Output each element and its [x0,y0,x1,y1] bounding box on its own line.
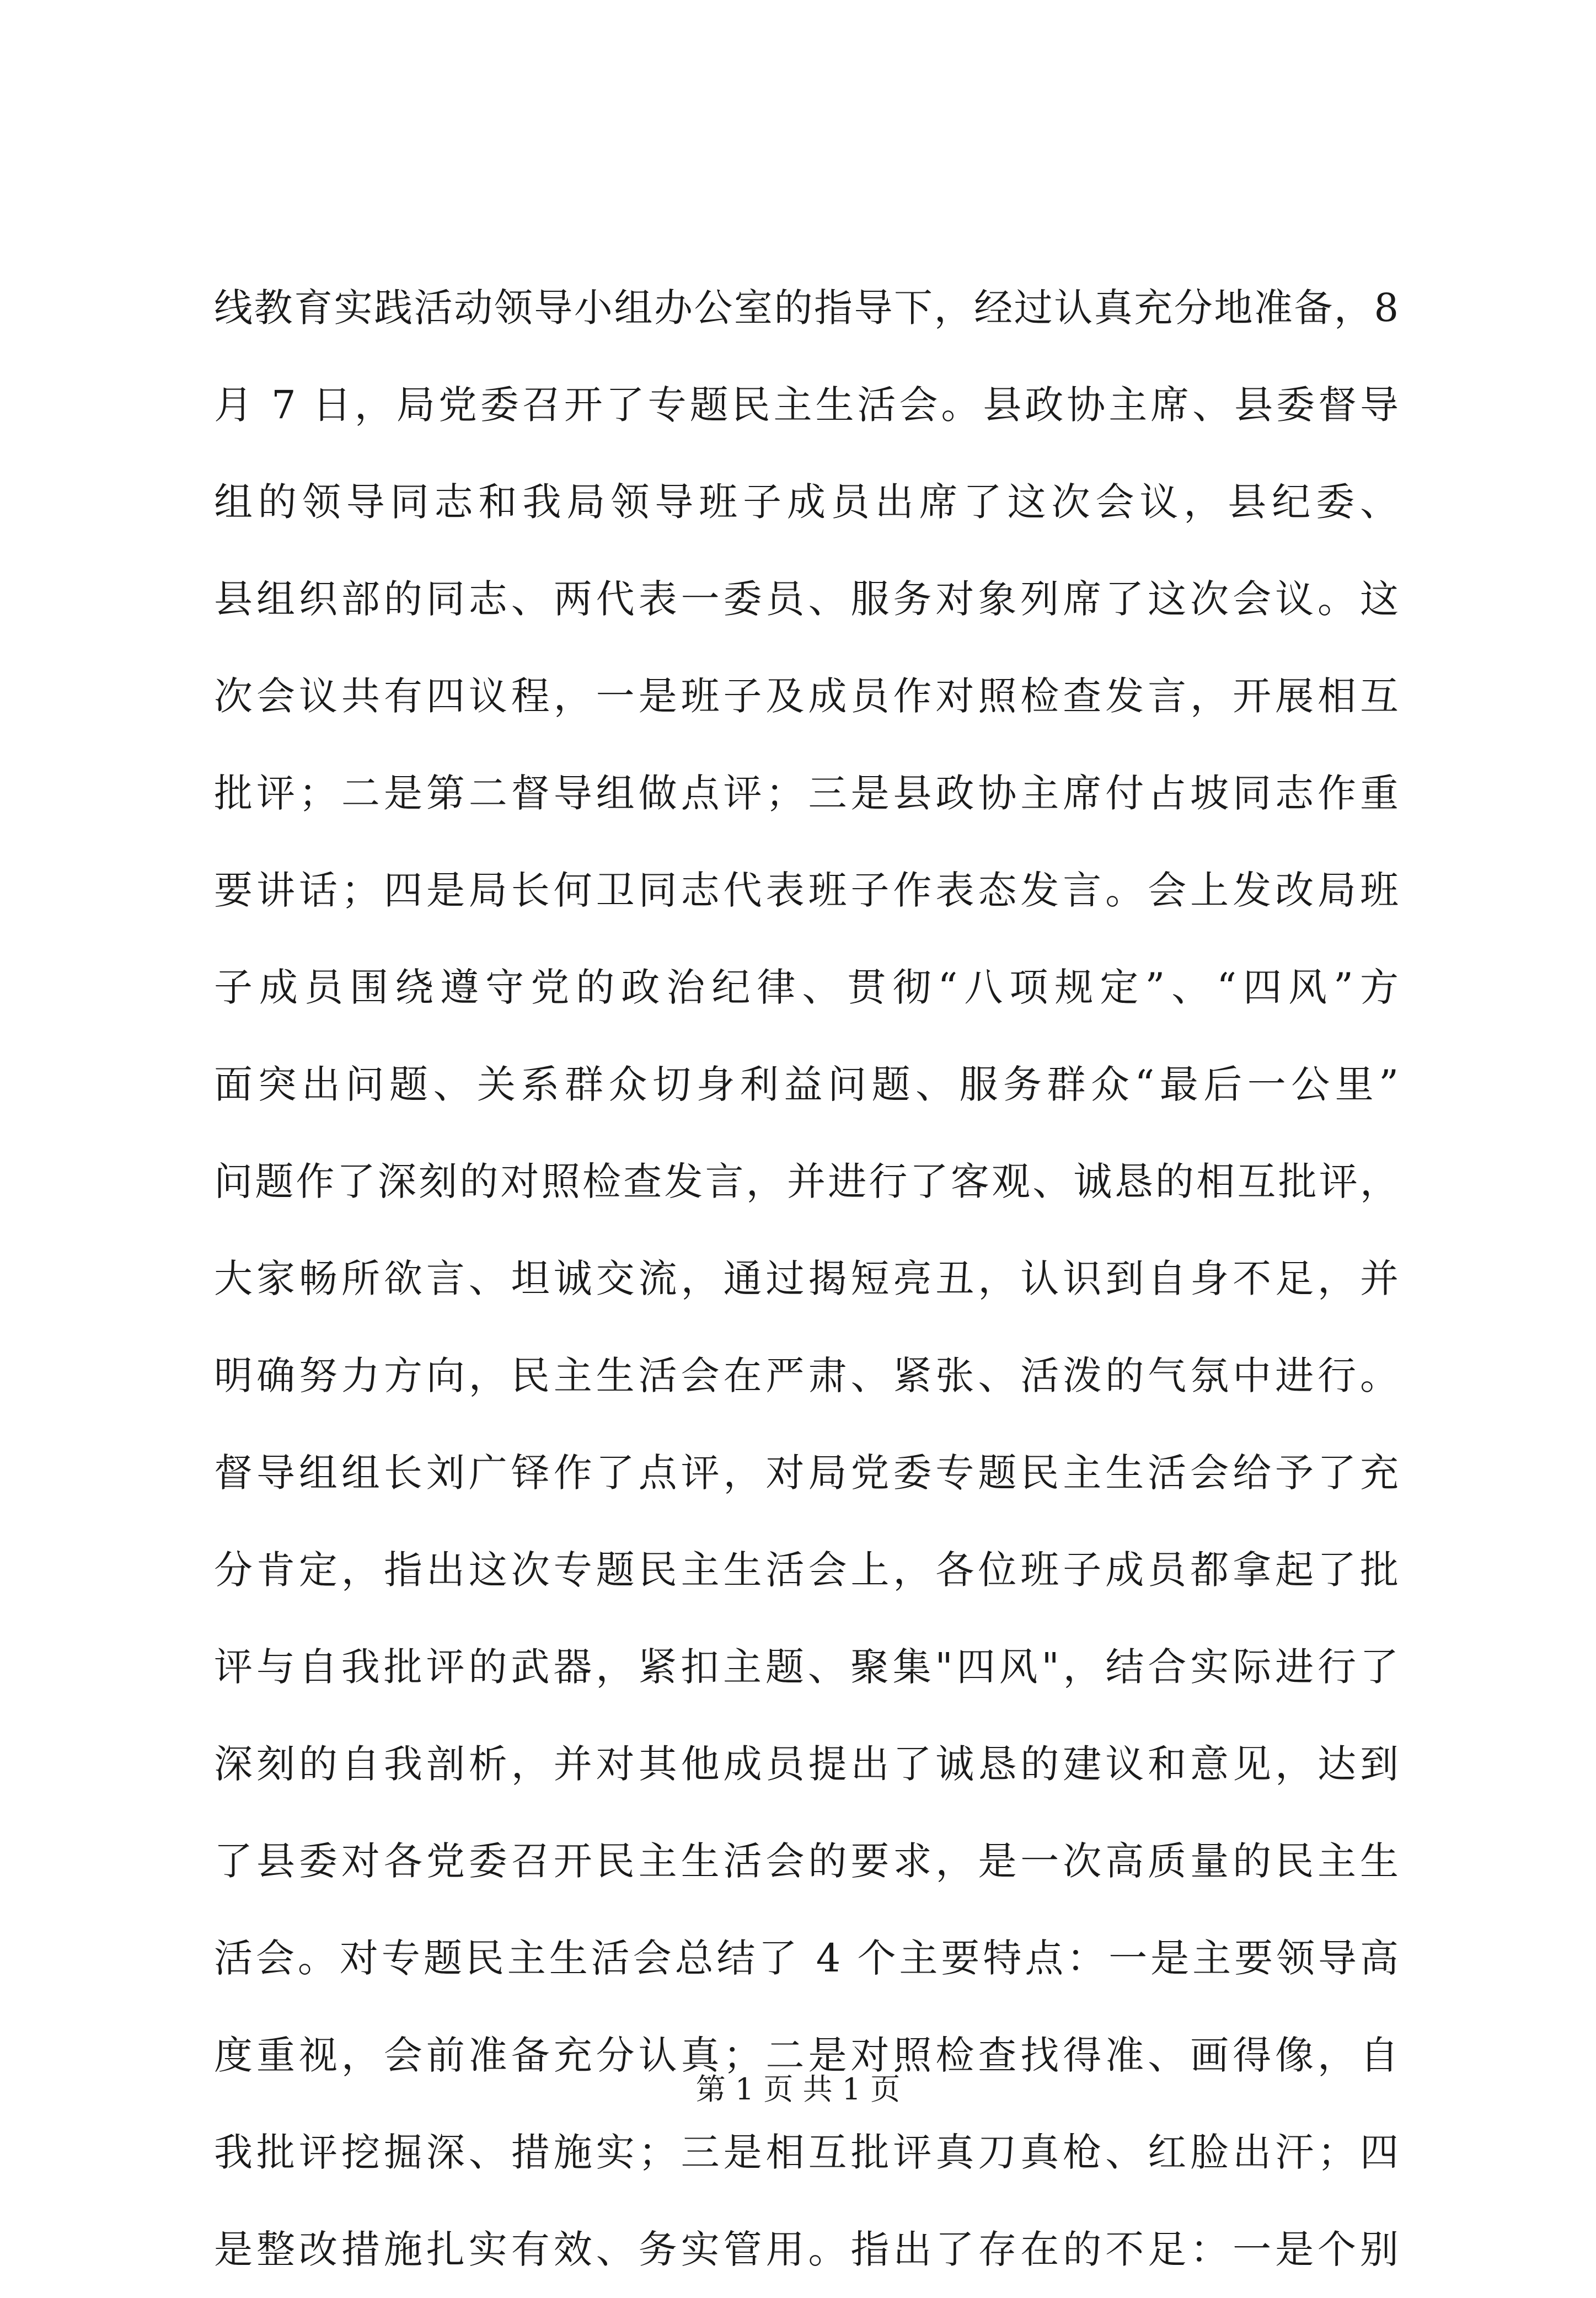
body-paragraph [214,259,1400,2298]
text-line: 了县委对各党委召开民主生活会的要求，是一次高质量的民主生 [214,1839,1400,1884]
text-line: 面突出问题、关系群众切身利益问题、服务群众“最后一公里” [214,1062,1400,1107]
text-line: 组的领导同志和我局领导班子成员出席了这次会议，县纪委、 [214,479,1400,525]
text-line: 要讲话；四是局长何卫同志代表班子作表态发言。会上发改局班 [214,868,1400,913]
page-footer: 第 1 页 共 1 页 [695,2072,901,2107]
text-line: 问题作了深刻的对照检查发言，并进行了客观、诚恳的相互批评， [214,1159,1400,1204]
text-line: 我批评挖掘深、措施实；三是相互批评真刀真枪、红脸出汗；四 [214,2130,1400,2175]
text-line: 活会。对专题民主生活会总结了 4 个主要特点：一是主要领导高 [214,1936,1400,1981]
text-line: 分肯定，指出这次专题民主生活会上，各位班子成员都拿起了批 [214,1547,1400,1592]
text-line: 县组织部的同志、两代表一委员、服务对象列席了这次会议。这 [214,576,1400,622]
text-line: 评与自我批评的武器，紧扣主题、聚集"四风"，结合实际进行了 [214,1644,1400,1690]
text-line: 督导组组长刘广铎作了点评，对局党委专题民主生活会给予了充 [214,1450,1400,1495]
text-line: 深刻的自我剖析，并对其他成员提出了诚恳的建议和意见，达到 [214,1741,1400,1787]
text-line: 批评；二是第二督导组做点评；三是县政协主席付占坡同志作重 [214,771,1400,816]
text-line: 月 7 日，局党委召开了专题民主生活会。县政协主席、县委督导 [214,382,1400,427]
text-line: 是整改措施扎实有效、务实管用。指出了存在的不足：一是个别 [214,2227,1400,2272]
text-line: 大家畅所欲言、坦诚交流，通过揭短亮丑，认识到自身不足，并 [214,1256,1400,1301]
text-line: 子成员围绕遵守党的政治纪律、贯彻“八项规定”、“四风”方 [214,965,1400,1010]
text-line: 线教育实践活动领导小组办公室的指导下，经过认真充分地准备，8 [214,285,1400,330]
text-line: 次会议共有四议程，一是班子及成员作对照检查发言，开展相互 [214,674,1400,719]
text-line: 明确努力方向，民主生活会在严肃、紧张、活泼的气氛中进行。 [214,1353,1400,1398]
text-line: 度重视，会前准备充分认真；二是对照检查找得准、画得像，自 [214,2033,1400,2078]
